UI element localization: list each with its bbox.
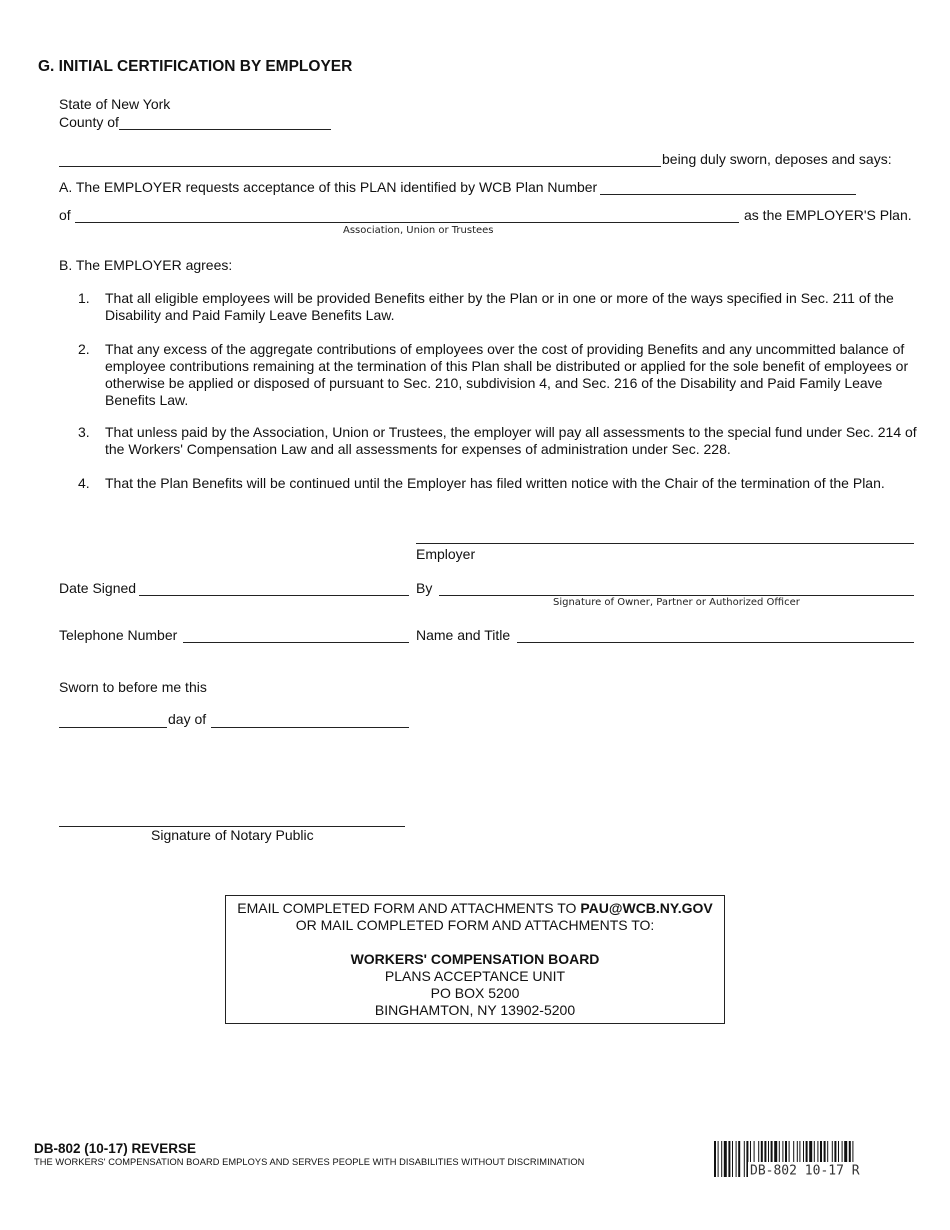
- part-a-text: A. The EMPLOYER requests acceptance of this PLAN identified by WCB Plan Number: [59, 179, 598, 195]
- day-of-label: day of: [168, 711, 207, 727]
- list-item: [78, 475, 918, 492]
- barcode-text: DB-802 10-17 R: [750, 1163, 860, 1177]
- month-year-field[interactable]: [211, 727, 409, 728]
- email-line: [226, 900, 724, 917]
- name-title-label: Name and Title: [416, 627, 511, 643]
- mail-line: OR MAIL COMPLETED FORM AND ATTACHMENTS TO:: [295, 917, 655, 933]
- wcb-plan-number-field[interactable]: [600, 194, 856, 195]
- list-item: [78, 290, 918, 324]
- association-field[interactable]: [75, 222, 739, 223]
- item-text: That any excess of the aggregate contributions of employees over the cost of providing Benefits and any uncommitted balance of employee contributions remaining at the termination of this Plan shall be distributed or applied for the sole benefit of employees or otherwise be applied or disposed of pursuant to Sec. 210, subdivision 4, and Sec. 216 of the Disability and Paid Family Leave Benefits Law.: [105, 341, 909, 408]
- city-line: BINGHAMTON, NY 13902-5200: [374, 1002, 576, 1018]
- footer-note: THE WORKERS' COMPENSATION BOARD EMPLOYS AND SERVES PEOPLE WITH DISABILITIES WITHOUT DISCRIMINATION: [34, 1157, 585, 1167]
- day-field[interactable]: [59, 727, 167, 728]
- state-label: State of New York: [59, 96, 171, 112]
- unit-name: PLANS ACCEPTANCE UNIT: [384, 968, 566, 984]
- item-text: That unless paid by the Association, Union or Trustees, the employer will pay all assessments to the special fund under Sec. 214 of the Workers' Compensation Law and all assessments for expenses of administration under Sec. 228.: [105, 424, 917, 457]
- item-number: 1.: [78, 290, 90, 306]
- item-text: That all eligible employees will be provided Benefits either by the Plan or in one or more of the ways specified in Sec. 211 of the Disability and Paid Family Leave Benefits Law.: [105, 290, 894, 323]
- affiant-name-field[interactable]: [59, 166, 661, 167]
- form-code: DB-802 (10-17) REVERSE: [34, 1141, 197, 1156]
- telephone-field[interactable]: [183, 642, 409, 643]
- po-box: PO BOX 5200: [430, 985, 520, 1001]
- org-name: WORKERS' COMPENSATION BOARD: [350, 951, 600, 967]
- email-link[interactable]: PAU@WCB.NY.GOV: [580, 900, 713, 916]
- employer-field[interactable]: [416, 543, 914, 544]
- owner-signature-field[interactable]: [439, 595, 914, 596]
- plan-suffix: as the EMPLOYER'S Plan.: [744, 207, 912, 223]
- item-number: 4.: [78, 475, 90, 491]
- sworn-text: being duly sworn, deposes and says:: [662, 151, 892, 167]
- by-label: By: [416, 580, 433, 596]
- employer-label: Employer: [416, 546, 476, 562]
- county-label: County of: [59, 114, 119, 130]
- barcode-icon: [714, 1141, 916, 1177]
- date-signed-field[interactable]: [139, 595, 409, 596]
- notary-signature-label: Signature of Notary Public: [151, 827, 314, 843]
- county-field[interactable]: [119, 129, 331, 130]
- name-title-field[interactable]: [517, 642, 914, 643]
- date-signed-label: Date Signed: [59, 580, 137, 596]
- telephone-label: Telephone Number: [59, 627, 178, 643]
- by-caption: Signature of Owner, Partner or Authorized Officer: [553, 597, 800, 608]
- mail-instructions-box: [225, 895, 725, 1024]
- item-number: 3.: [78, 424, 90, 440]
- of-label: of: [59, 207, 71, 223]
- list-item: [78, 424, 918, 458]
- sworn-before-label: Sworn to before me this: [59, 679, 207, 695]
- item-number: 2.: [78, 341, 90, 357]
- association-caption: Association, Union or Trustees: [343, 225, 494, 236]
- part-b-heading: B. The EMPLOYER agrees:: [59, 257, 233, 273]
- list-item: [78, 341, 918, 409]
- item-text: That the Plan Benefits will be continued until the Employer has filed written notice with the Chair of the termination of the Plan.: [105, 475, 885, 491]
- email-prefix: EMAIL COMPLETED FORM AND ATTACHMENTS TO: [237, 900, 581, 916]
- section-title: G. INITIAL CERTIFICATION BY EMPLOYER: [38, 58, 353, 75]
